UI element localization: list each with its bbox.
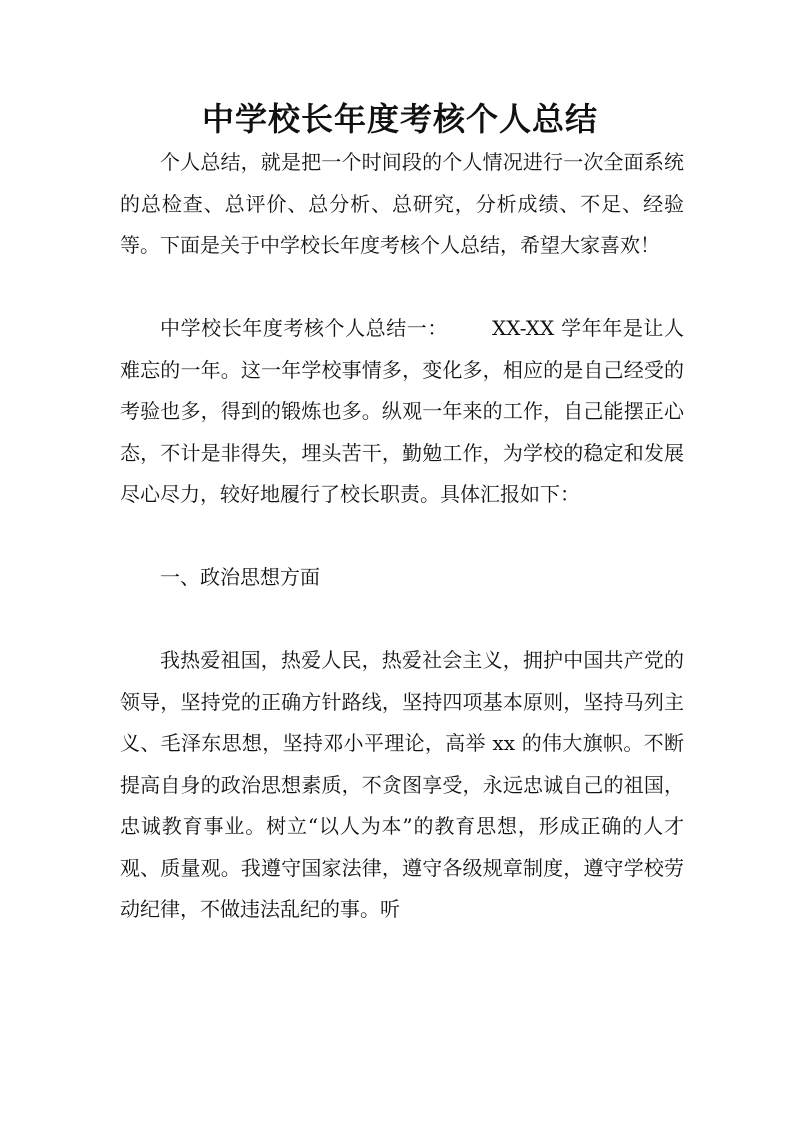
section-one-body: XX-XX 学年年是让人难忘的一年。这一年学校事情多，变化多，相应的是自己经受的考验也多，得到的锻炼也多。纵观一年来的工作，自己能摆正心态，不计是非得失，埋头苦干，勤勉工作，为学校的稳定和发展尽心尽力，较好地履行了校长职责。具体汇报如下： (120, 316, 684, 506)
paragraph-gap (120, 267, 684, 309)
paragraph-gap (120, 599, 684, 641)
document-title: 中学校长年度考核个人总结 (201, 100, 598, 138)
politics-heading: 一、政治思想方面 (160, 565, 320, 589)
intro-paragraph: 个人总结，就是把一个时间段的个人情况进行一次全面系统的总检查、总评价、总分析、总研究，分析成绩、不足、经验等。下面是关于中学校长年度考核个人总结，希望大家喜欢！ (120, 150, 684, 257)
document-body (120, 142, 684, 931)
paragraph-gap (120, 516, 684, 558)
politics-paragraph: 我热爱祖国，热爱人民，热爱社会主义，拥护中国共产党的领导，坚持党的正确方针路线，坚持四项基本原则，坚持马列主义、毛泽东思想，坚持邓小平理论，高举 xx 的伟大旗帜。不断提高自身的政治思想素质，不贪图享受，永远忠诚自己的祖国，忠诚教育事业。树立“以人为本”的教育思想，形成正确的人才观、质量观。我遵守国家法律，遵守各级规章制度，遵守学校劳动纪律，不做违法乱纪的事。听 (120, 648, 684, 921)
section-one-lead: 中学校长年度考核个人总结一： (160, 316, 448, 340)
section-one-paragraph (120, 308, 684, 516)
